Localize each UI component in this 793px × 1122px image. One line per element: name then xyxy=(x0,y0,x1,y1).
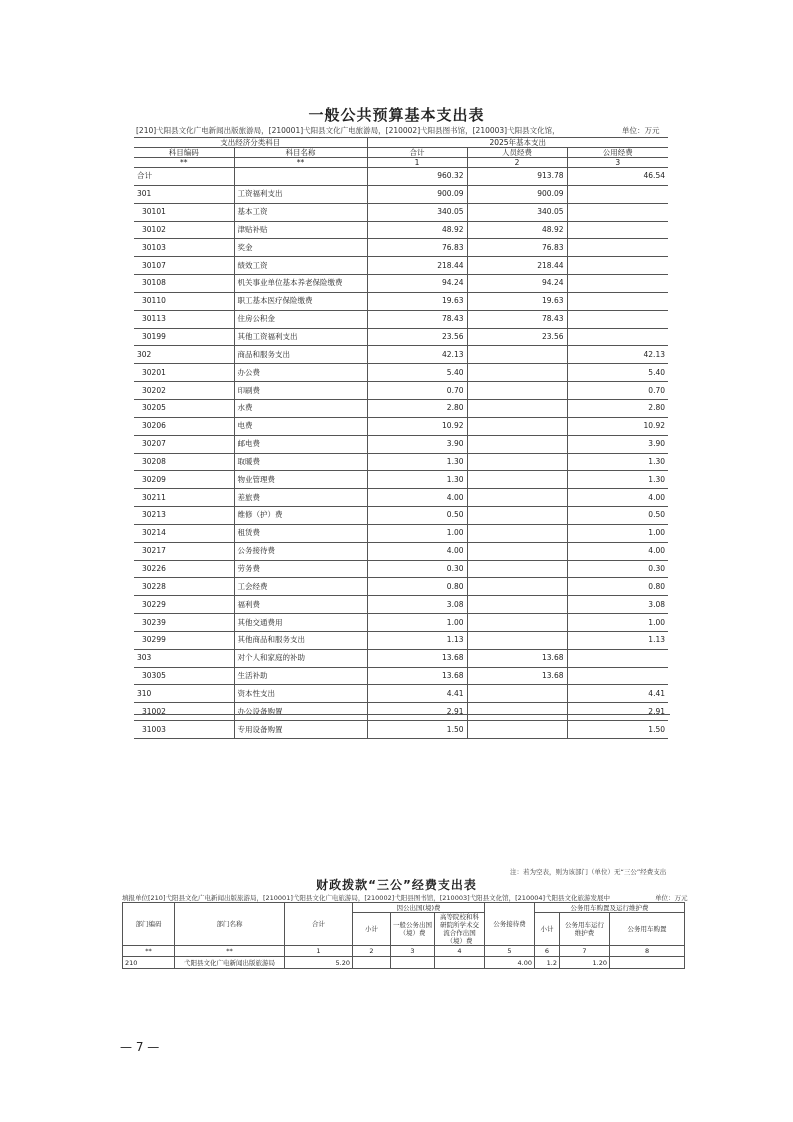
t2-idx-3: 3 xyxy=(391,946,435,957)
t2-header-row-index xyxy=(123,946,685,957)
cell-code: 30102 xyxy=(134,221,234,239)
header-public: 公用经费 xyxy=(567,148,668,158)
cell-code: 合计 xyxy=(134,168,234,186)
header-classification: 支出经济分类科目 xyxy=(134,138,367,148)
cell-name: 专用设备购置 xyxy=(234,721,367,739)
cell-public xyxy=(567,239,668,257)
cell-code: 302 xyxy=(134,346,234,364)
cell-total: 1.00 xyxy=(367,614,467,632)
cell-code: 30108 xyxy=(134,275,234,293)
cell-personnel: 913.78 xyxy=(467,168,567,186)
cell-name: 生活补助 xyxy=(234,667,367,685)
cell-code: 310 xyxy=(134,685,234,703)
t2-row-vehicle-purchase xyxy=(610,957,685,969)
cell-total: 900.09 xyxy=(367,185,467,203)
header-idx-public: 3 xyxy=(567,158,668,168)
cell-public: 2.80 xyxy=(567,399,668,417)
cell-total: 10.92 xyxy=(367,417,467,435)
table-row xyxy=(134,185,668,203)
cell-name: 商品和服务支出 xyxy=(234,346,367,364)
cell-public: 1.00 xyxy=(567,524,668,542)
t2-header-total: 合计 xyxy=(285,903,353,946)
table-row xyxy=(134,328,668,346)
header-mark-code: ** xyxy=(134,158,234,168)
cell-code: 30229 xyxy=(134,596,234,614)
t2-header-vehicle-group: 公务用车购置及运行维护费 xyxy=(535,903,685,913)
cell-code: 30110 xyxy=(134,292,234,310)
table2-title: 财政拨款“三公”经费支出表 xyxy=(316,878,477,892)
t2-idx-2: 2 xyxy=(353,946,391,957)
page-number: — 7 — xyxy=(120,1040,160,1054)
cell-name: 邮电费 xyxy=(234,435,367,453)
cell-name: 基本工资 xyxy=(234,203,367,221)
table-row xyxy=(134,578,668,596)
cell-code: 31002 xyxy=(134,703,234,721)
cell-code: 30239 xyxy=(134,614,234,632)
cell-code: 31003 xyxy=(134,721,234,739)
header-name: 科目名称 xyxy=(234,148,367,158)
cell-public xyxy=(567,667,668,685)
table-row xyxy=(134,631,668,649)
cell-personnel: 900.09 xyxy=(467,185,567,203)
table-row xyxy=(134,168,668,186)
cell-total: 94.24 xyxy=(367,275,467,293)
cell-code: 30208 xyxy=(134,453,234,471)
cell-name: 差旅费 xyxy=(234,489,367,507)
cell-name: 职工基本医疗保险缴费 xyxy=(234,292,367,310)
table1-title: 一般公共预算基本支出表 xyxy=(308,106,485,124)
cell-name: 福利费 xyxy=(234,596,367,614)
cell-code: 30206 xyxy=(134,417,234,435)
cell-public: 0.30 xyxy=(567,560,668,578)
cell-code: 30299 xyxy=(134,631,234,649)
cell-public xyxy=(567,292,668,310)
cell-public: 4.41 xyxy=(567,685,668,703)
cell-code: 30228 xyxy=(134,578,234,596)
cell-personnel xyxy=(467,507,567,525)
cell-code: 30101 xyxy=(134,203,234,221)
cell-name: 维修（护）费 xyxy=(234,507,367,525)
cell-total: 48.92 xyxy=(367,221,467,239)
header-idx-personnel: 2 xyxy=(467,158,567,168)
t2-row-reception: 4.00 xyxy=(485,957,535,969)
cell-personnel xyxy=(467,703,567,721)
cell-public xyxy=(567,257,668,275)
cell-name: 奖金 xyxy=(234,239,367,257)
header-row-index xyxy=(134,158,668,168)
table1-units-line: [210]弋阳县文化广电新闻出版旅游局，[210001]弋阳县文化广电旅游局，[210002]弋阳县图书馆，[210003]弋阳县文化馆， xyxy=(136,126,560,135)
cell-personnel xyxy=(467,399,567,417)
cell-code: 30103 xyxy=(134,239,234,257)
cell-personnel xyxy=(467,453,567,471)
cell-personnel: 340.05 xyxy=(467,203,567,221)
cell-name: 办公设备购置 xyxy=(234,703,367,721)
cell-public: 0.50 xyxy=(567,507,668,525)
table-row xyxy=(134,417,668,435)
cell-public xyxy=(567,185,668,203)
cell-personnel xyxy=(467,364,567,382)
cell-public: 1.13 xyxy=(567,631,668,649)
cell-public: 3.08 xyxy=(567,596,668,614)
t2-header-vehicle-purchase: 公务用车购置 xyxy=(610,913,685,946)
t2-row-total: 5.20 xyxy=(285,957,353,969)
t2-row-vehicle-operation: 1.20 xyxy=(560,957,610,969)
t2-header-academic-abroad: 高等院校和科研院所学术交流合作出国（境）费 xyxy=(435,913,485,946)
cell-total: 960.32 xyxy=(367,168,467,186)
cell-code: 303 xyxy=(134,649,234,667)
t2-mark-name: ** xyxy=(175,946,285,957)
table-row xyxy=(134,471,668,489)
table-row xyxy=(134,489,668,507)
t2-mark-code: ** xyxy=(123,946,175,957)
cell-personnel xyxy=(467,596,567,614)
cell-total: 13.68 xyxy=(367,649,467,667)
cell-name: 公务接待费 xyxy=(234,542,367,560)
cell-personnel xyxy=(467,542,567,560)
cell-personnel: 13.68 xyxy=(467,667,567,685)
t2-row-general xyxy=(391,957,435,969)
t2-idx-1: 1 xyxy=(285,946,353,957)
t2-row-code: 210 xyxy=(123,957,175,969)
cell-total: 4.41 xyxy=(367,685,467,703)
t2-header-vehicle-subtotal: 小计 xyxy=(535,913,560,946)
cell-code: 30211 xyxy=(134,489,234,507)
cell-personnel xyxy=(467,489,567,507)
cell-personnel: 218.44 xyxy=(467,257,567,275)
cell-code: 30209 xyxy=(134,471,234,489)
header-code: 科目编码 xyxy=(134,148,234,158)
cell-public xyxy=(567,328,668,346)
table2-unit: 单位：万元 xyxy=(655,894,688,902)
cell-public xyxy=(567,221,668,239)
table-row xyxy=(134,221,668,239)
cell-total: 3.90 xyxy=(367,435,467,453)
table-row xyxy=(134,614,668,632)
table-row xyxy=(134,507,668,525)
cell-total: 218.44 xyxy=(367,257,467,275)
table-row xyxy=(134,203,668,221)
cell-code: 30217 xyxy=(134,542,234,560)
cell-name: 取暖费 xyxy=(234,453,367,471)
cell-public: 5.40 xyxy=(567,364,668,382)
cell-public: 0.70 xyxy=(567,382,668,400)
table-row xyxy=(134,649,668,667)
cell-public: 10.92 xyxy=(567,417,668,435)
table1-unit: 单位：万元 xyxy=(622,126,660,135)
cell-public: 0.80 xyxy=(567,578,668,596)
header-row-group xyxy=(134,138,668,148)
table1-body xyxy=(134,168,668,739)
cell-total: 1.13 xyxy=(367,631,467,649)
t2-header-general-abroad: 一般公务出国（境）费 xyxy=(391,913,435,946)
cell-name: 物业管理费 xyxy=(234,471,367,489)
cell-total: 1.30 xyxy=(367,453,467,471)
cell-personnel: 13.68 xyxy=(467,649,567,667)
cell-public: 1.30 xyxy=(567,453,668,471)
cell-personnel xyxy=(467,721,567,739)
cell-public: 3.90 xyxy=(567,435,668,453)
cell-public: 1.50 xyxy=(567,721,668,739)
t2-header-dept-name: 部门名称 xyxy=(175,903,285,946)
table2-note: 注：若为空表，则为该部门（单位）无“三公”经费支出 xyxy=(510,868,667,876)
cell-total: 76.83 xyxy=(367,239,467,257)
cell-public: 1.00 xyxy=(567,614,668,632)
table-row xyxy=(134,346,668,364)
t2-row-subtotal xyxy=(353,957,391,969)
cell-public xyxy=(567,203,668,221)
t2-idx-4: 4 xyxy=(435,946,485,957)
table-row xyxy=(134,275,668,293)
cell-name: 其他交通费用 xyxy=(234,614,367,632)
cell-total: 2.91 xyxy=(367,703,467,721)
t2-idx-6: 6 xyxy=(535,946,560,957)
cell-name: 办公费 xyxy=(234,364,367,382)
cell-code: 30107 xyxy=(134,257,234,275)
cell-total: 3.08 xyxy=(367,596,467,614)
table-row xyxy=(134,239,668,257)
t2-data-row xyxy=(123,957,685,969)
cell-code: 30207 xyxy=(134,435,234,453)
t2-idx-5: 5 xyxy=(485,946,535,957)
cell-personnel: 76.83 xyxy=(467,239,567,257)
cell-code: 30305 xyxy=(134,667,234,685)
table-row xyxy=(134,292,668,310)
cell-name: 绩效工资 xyxy=(234,257,367,275)
cell-personnel xyxy=(467,471,567,489)
basic-expenditure-table xyxy=(134,137,668,739)
cell-name: 住房公积金 xyxy=(234,310,367,328)
cell-total: 23.56 xyxy=(367,328,467,346)
cell-public xyxy=(567,649,668,667)
cell-code: 30213 xyxy=(134,507,234,525)
table-row xyxy=(134,685,668,703)
cell-name: 津贴补贴 xyxy=(234,221,367,239)
cell-name: 工会经费 xyxy=(234,578,367,596)
cell-code: 30205 xyxy=(134,399,234,417)
table-row xyxy=(134,524,668,542)
t2-row-name: 弋阳县文化广电新闻出版旅游局 xyxy=(175,957,285,969)
cell-total: 13.68 xyxy=(367,667,467,685)
cell-personnel xyxy=(467,560,567,578)
t2-header-vehicle-operation: 公务用车运行维护费 xyxy=(560,913,610,946)
table-row xyxy=(134,667,668,685)
cell-public: 1.30 xyxy=(567,471,668,489)
table-row xyxy=(134,721,668,739)
cell-name xyxy=(234,168,367,186)
cell-name: 资本性支出 xyxy=(234,685,367,703)
header-basic-expenditure: 2025年基本支出 xyxy=(367,138,668,148)
cell-name: 水费 xyxy=(234,399,367,417)
table-row xyxy=(134,596,668,614)
cell-personnel: 23.56 xyxy=(467,328,567,346)
t2-header-row-1 xyxy=(123,903,685,913)
table-row xyxy=(134,257,668,275)
table-row xyxy=(134,453,668,471)
header-row-columns xyxy=(134,148,668,158)
table-row xyxy=(134,310,668,328)
t2-idx-7: 7 xyxy=(560,946,610,957)
cell-name: 工资福利支出 xyxy=(234,185,367,203)
t2-row-vehicle-subtotal: 1.2 xyxy=(535,957,560,969)
cell-total: 5.40 xyxy=(367,364,467,382)
table-row xyxy=(134,542,668,560)
cell-code: 30226 xyxy=(134,560,234,578)
three-public-expenditure-table xyxy=(122,902,685,969)
cell-total: 0.50 xyxy=(367,507,467,525)
cell-total: 42.13 xyxy=(367,346,467,364)
cell-code: 30202 xyxy=(134,382,234,400)
t2-idx-8: 8 xyxy=(610,946,685,957)
cell-total: 4.00 xyxy=(367,542,467,560)
cell-personnel xyxy=(467,614,567,632)
t2-header-subtotal: 小计 xyxy=(353,913,391,946)
cell-code: 301 xyxy=(134,185,234,203)
header-mark-name: ** xyxy=(234,158,367,168)
cell-total: 78.43 xyxy=(367,310,467,328)
cell-total: 4.00 xyxy=(367,489,467,507)
cell-personnel: 48.92 xyxy=(467,221,567,239)
cell-name: 电费 xyxy=(234,417,367,435)
t2-header-dept-code: 部门编码 xyxy=(123,903,175,946)
cell-name: 印刷费 xyxy=(234,382,367,400)
header-idx-total: 1 xyxy=(367,158,467,168)
cell-personnel xyxy=(467,435,567,453)
cell-personnel xyxy=(467,417,567,435)
cell-total: 2.80 xyxy=(367,399,467,417)
cell-total: 0.80 xyxy=(367,578,467,596)
cell-personnel: 19.63 xyxy=(467,292,567,310)
table-row xyxy=(134,560,668,578)
table-row xyxy=(134,435,668,453)
table-row xyxy=(134,382,668,400)
t2-header-abroad-group: 因公出国(境)费 xyxy=(353,903,485,913)
cell-total: 0.70 xyxy=(367,382,467,400)
cell-public: 42.13 xyxy=(567,346,668,364)
cell-personnel: 94.24 xyxy=(467,275,567,293)
cell-personnel: 78.43 xyxy=(467,310,567,328)
table-row xyxy=(134,364,668,382)
cell-public xyxy=(567,310,668,328)
cell-total: 340.05 xyxy=(367,203,467,221)
cell-code: 30214 xyxy=(134,524,234,542)
header-total: 合计 xyxy=(367,148,467,158)
header-personnel: 人员经费 xyxy=(467,148,567,158)
cell-public: 4.00 xyxy=(567,489,668,507)
cell-personnel xyxy=(467,524,567,542)
table2-units-line: 填报单位[210]弋阳县文化广电新闻出版旅游局，[210001]弋阳县文化广电旅游局，[210002]弋阳县图书馆，[210003]弋阳县文化馆，[210004]弋阳县文化旅游发展中 xyxy=(122,894,611,902)
cell-personnel xyxy=(467,631,567,649)
cell-name: 机关事业单位基本养老保险缴费 xyxy=(234,275,367,293)
cell-total: 1.50 xyxy=(367,721,467,739)
cell-personnel xyxy=(467,578,567,596)
t2-header-reception: 公务接待费 xyxy=(485,903,535,946)
cell-personnel xyxy=(467,382,567,400)
cell-total: 19.63 xyxy=(367,292,467,310)
cell-name: 劳务费 xyxy=(234,560,367,578)
cell-total: 1.00 xyxy=(367,524,467,542)
cell-public: 2.91 xyxy=(567,703,668,721)
cell-personnel xyxy=(467,685,567,703)
cell-name: 其他商品和服务支出 xyxy=(234,631,367,649)
cell-total: 0.30 xyxy=(367,560,467,578)
cell-public: 46.54 xyxy=(567,168,668,186)
cell-name: 对个人和家庭的补助 xyxy=(234,649,367,667)
cell-code: 30113 xyxy=(134,310,234,328)
cell-public xyxy=(567,275,668,293)
cell-code: 30201 xyxy=(134,364,234,382)
table1-bottom-rule xyxy=(134,714,670,715)
cell-name: 租赁费 xyxy=(234,524,367,542)
cell-total: 1.30 xyxy=(367,471,467,489)
cell-personnel xyxy=(467,346,567,364)
table-row xyxy=(134,703,668,721)
cell-name: 其他工资福利支出 xyxy=(234,328,367,346)
cell-public: 4.00 xyxy=(567,542,668,560)
cell-code: 30199 xyxy=(134,328,234,346)
table-row xyxy=(134,399,668,417)
t2-row-academic xyxy=(435,957,485,969)
